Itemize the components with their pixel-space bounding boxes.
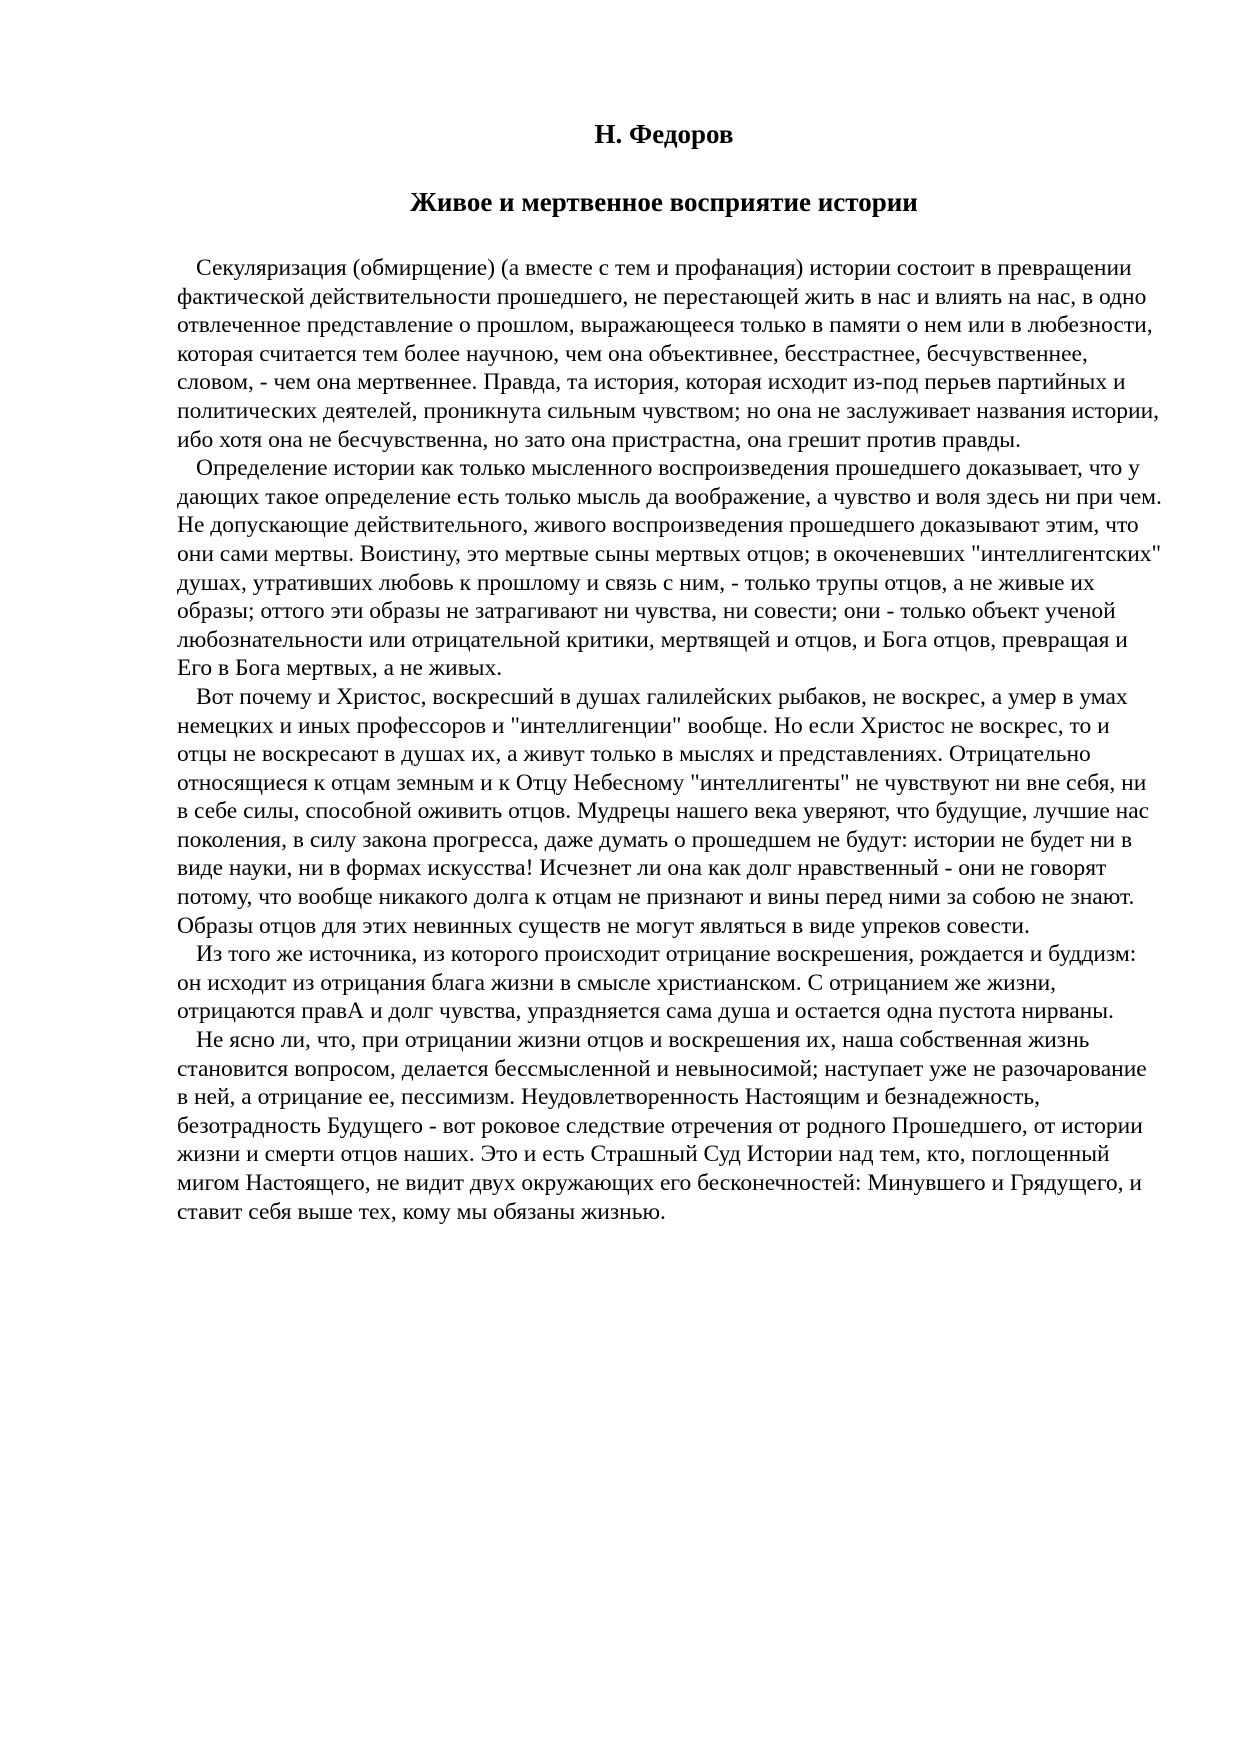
body-text <box>177 254 1162 1226</box>
author-name: Н. Федоров <box>594 119 734 149</box>
paragraph: Определение истории как только мысленного воспроизведения прошедшего доказывает, что у дающих такое определение есть только мысль да воображение, а чувство и воля здесь ни при чем. Не допускающие действительного, живого воспроизведения прошедшего доказывают этим, что они сами мертвы. Воистину, это мертвые сыны мертвых отцов; в окоченевших "интеллигентских" душах, утративших любовь к прошлому и связь с ним, - только трупы отцов, а не живые их образы; оттого эти образы не затрагивают ни чувства, ни совести; они - только объект ученой любознательности или отрицательной критики, мертвящей и отцов, и Бога отцов, превращая и Его в Бога мертвых, а не живых. <box>177 455 1162 682</box>
paragraph: Не ясно ли, что, при отрицании жизни отцов и воскрешения их, наша собственная жизнь становится вопросом, делается бессмысленной и невыносимой; наступает уже не разочарование в ней, а отрицание ее, пессимизм. Неудовлетворенность Настоящим и безнадежность, безотрадность Будущего - вот роковое следствие отречения от родного Прошедшего, от истории жизни и смерти отцов наших. Это и есть Страшный Суд Истории над тем, кто, поглощенный мигом Настоящего, не видит двух окружающих его бесконечностей: Минувшего и Грядущего, и ставит себя выше тех, кому мы обязаны жизнью. <box>177 1027 1147 1225</box>
paragraph: Вот почему и Христос, воскресший в душах галилейских рыбаков, не воскрес, а умер в умах немецких и иных профессоров и "интеллигенции" вообще. Но если Христос не воскрес, то и отцы не воскресают в душах их, а живут только в мыслях и представлениях. Отрицательно относящиеся к отцам земным и к Отцу Небесному "интеллигенты" не чувствуют ни вне себя, ни в себе силы, способной оживить отцов. Мудрецы нашего века уверяют, что будущие, лучшие нас поколения, в силу закона прогресса, даже думать о прошедшем не будут: истории не будет ни в виде науки, ни в формах искусства! Исчезнет ли она как долг нравственный - они не говорят потому, что вообще никакого долга к отцам не признают и вины перед ними за собою не знают. Образы отцов для этих невинных существ не могут являться в виде упреков совести. <box>177 683 1150 939</box>
paragraph: Секуляризация (обмирщение) (а вместе с тем и профанация) истории состоит в превращении фактической действительности прошедшего, не перестающей жить в нас и влиять на нас, в одно отвлеченное представление о прошлом, выражающееся только в памяти о нем или в любезности, которая считается тем более научною, чем она объективнее, бесстрастнее, бесчувственнее, словом, - чем она мертвеннее. Правда, та история, которая исходит из-под перьев партийных и политических деятелей, проникнута сильным чувством; но она не заслуживает названия истории, ибо хотя она не бесчувственна, но зато она пристрастна, она грешит против правды. <box>177 255 1160 453</box>
paragraph: Из того же источника, из которого происходит отрицание воскрешения, рождается и буддизм: он исходит из отрицания блага жизни в смысле христианском. С отрицанием же жизни, отрицаются правА и долг чувства, упраздняется сама душа и остается одна пустота нирваны. <box>177 941 1137 1025</box>
document-title: Живое и мертвенное восприятие истории <box>410 187 918 217</box>
